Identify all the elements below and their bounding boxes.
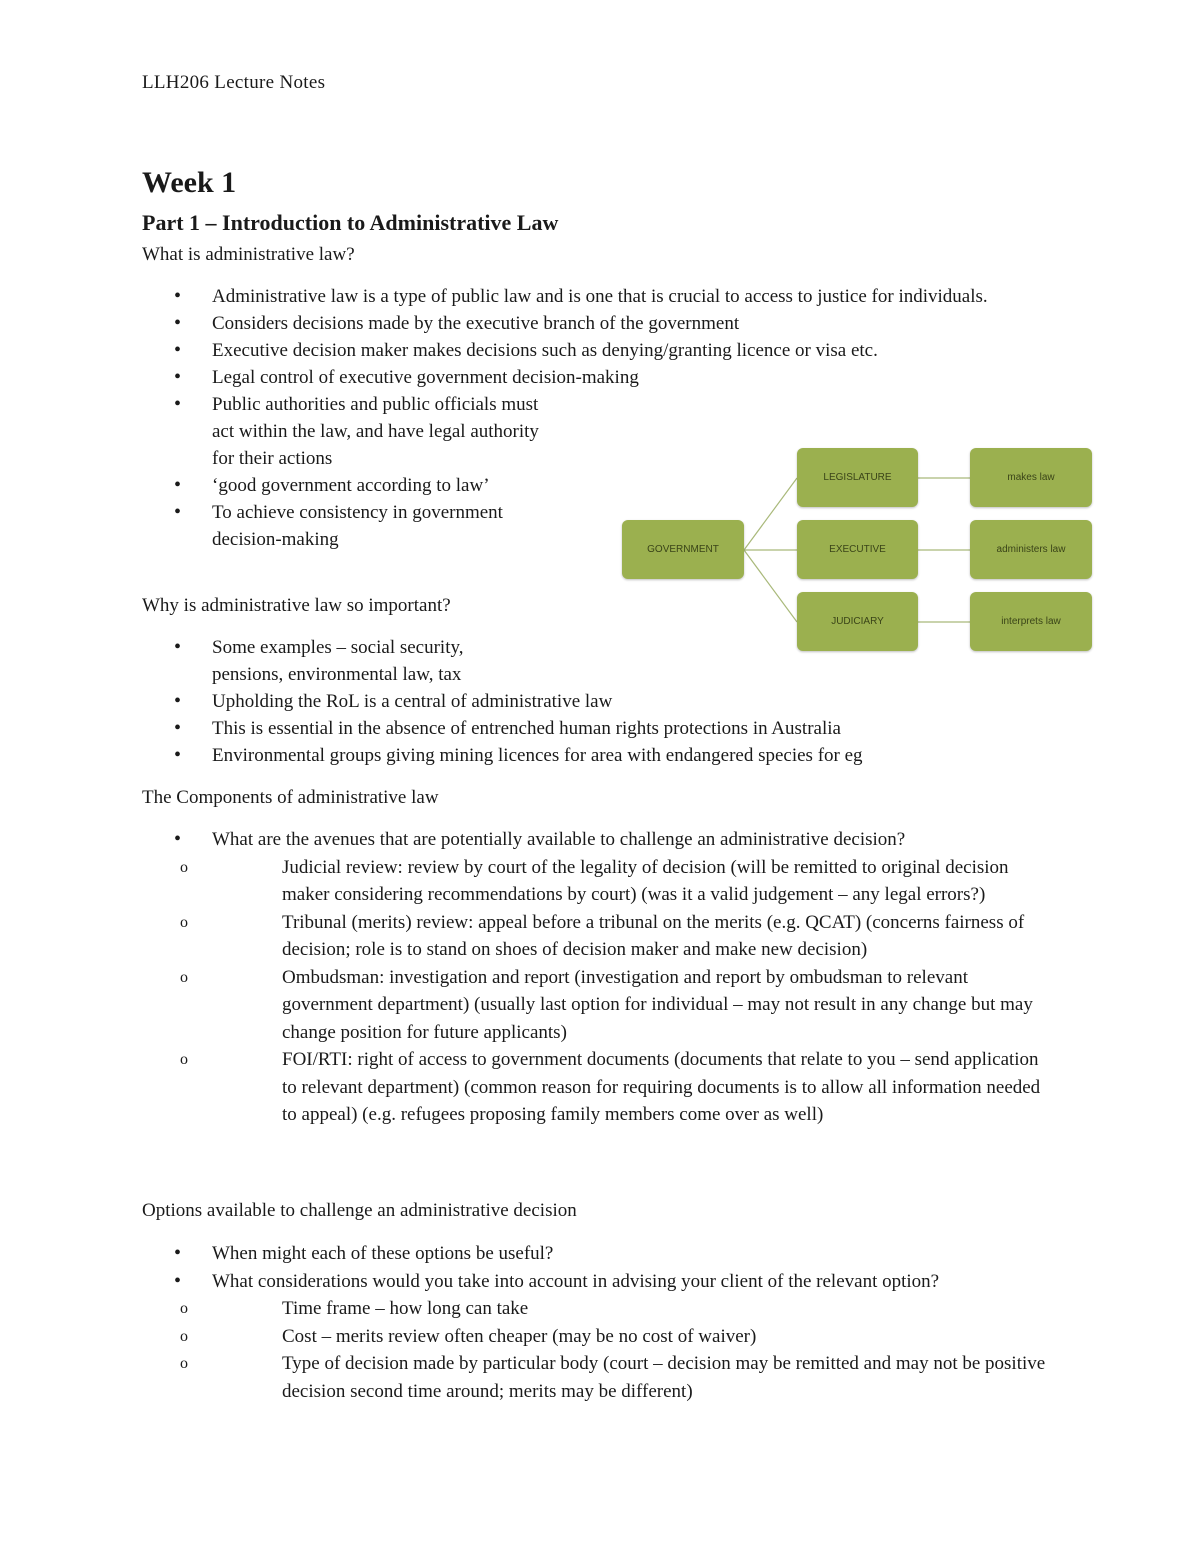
list-item: • When might each of these options be useful? xyxy=(142,1240,1052,1268)
list-item: • Some examples – social security, pensions, environmental law, tax xyxy=(142,634,512,688)
question-why-important: Why is administrative law so important? xyxy=(142,595,451,616)
list-item: • Administrative law is a type of public law and is one that is crucial to access to justice for individuals. xyxy=(142,283,1002,310)
list-why-important xyxy=(142,634,1002,769)
page-header: LLH206 Lecture Notes xyxy=(142,72,326,93)
sublist-considerations xyxy=(142,1295,1052,1405)
sub-list-item: o FOI/RTI: right of access to government documents (documents that relate to you – send application to relevant department) (common reason for requiring documents is to allow all information needed to appeal) (e.g. refugees proposing family members come over as well) xyxy=(142,1046,1052,1129)
diagram-role-interprets-law: interprets law xyxy=(970,592,1092,651)
sub-list-item: o Judicial review: review by court of the legality of decision (will be remitted to original decision maker considering recommendations by court) (was it a valid judgement – any legal errors?) xyxy=(142,854,1052,909)
government-diagram xyxy=(620,445,1096,655)
diagram-root-box: GOVERNMENT xyxy=(622,520,744,579)
list-item: • ‘good government according to law’ xyxy=(142,472,1002,499)
list-item: • This is essential in the absence of entrenched human rights protections in Australia xyxy=(142,715,1002,742)
list-item: • To achieve consistency in government decision-making xyxy=(142,499,557,553)
diagram-role-administers-law: administers law xyxy=(970,520,1092,579)
list-item: • Upholding the RoL is a central of administrative law xyxy=(142,688,1002,715)
list-components xyxy=(142,826,1052,1129)
diagram-branch-judiciary: JUDICIARY xyxy=(797,592,918,651)
list-options xyxy=(142,1240,1052,1405)
connector-line xyxy=(744,550,797,622)
connector-line xyxy=(744,478,797,550)
diagram-branch-executive: EXECUTIVE xyxy=(797,520,918,579)
list-item: • Executive decision maker makes decisions such as denying/granting licence or visa etc. xyxy=(142,337,1002,364)
list-item: • Legal control of executive government decision-making xyxy=(142,364,1002,391)
list-item xyxy=(142,1268,1052,1406)
sublist-avenues xyxy=(142,854,1052,1129)
diagram-branch-legislature: LEGISLATURE xyxy=(797,448,918,507)
diagram-role-makes-law: makes law xyxy=(970,448,1092,507)
list-item: • Public authorities and public officials must act within the law, and have legal authority for their actions xyxy=(142,391,557,472)
part-heading: Part 1 – Introduction to Administrative Law xyxy=(142,210,559,235)
sub-list-item: o Type of decision made by particular body (court – decision may be remitted and may not be positive decision second time around; merits may be different) xyxy=(142,1350,1052,1405)
sub-list-item: o Ombudsman: investigation and report (investigation and report by ombudsman to relevant government department) (usually last option for individual – may not result in any change but may change position for future applicants) xyxy=(142,964,1052,1047)
list-item-text: What are the avenues that are potentially available to challenge an administrative decision? xyxy=(212,829,906,850)
list-item xyxy=(142,826,1052,1129)
list-item: • Environmental groups giving mining licences for area with endangered species for eg xyxy=(142,742,1002,769)
question-what-is: What is administrative law? xyxy=(142,244,355,265)
sub-list-item: o Time frame – how long can take xyxy=(142,1295,1052,1323)
heading-components: The Components of administrative law xyxy=(142,787,439,808)
week-heading: Week 1 xyxy=(142,166,237,199)
list-item-text: What considerations would you take into account in advising your client of the relevant option? xyxy=(212,1270,940,1292)
sub-list-item: o Cost – merits review often cheaper (may be no cost of waiver) xyxy=(142,1323,1052,1351)
list-item: • Considers decisions made by the executive branch of the government xyxy=(142,310,1002,337)
sub-list-item: o Tribunal (merits) review: appeal before a tribunal on the merits (e.g. QCAT) (concerns fairness of decision; role is to stand on shoes of decision maker and make new decision) xyxy=(142,909,1052,964)
heading-options: Options available to challenge an administrative decision xyxy=(142,1200,577,1221)
